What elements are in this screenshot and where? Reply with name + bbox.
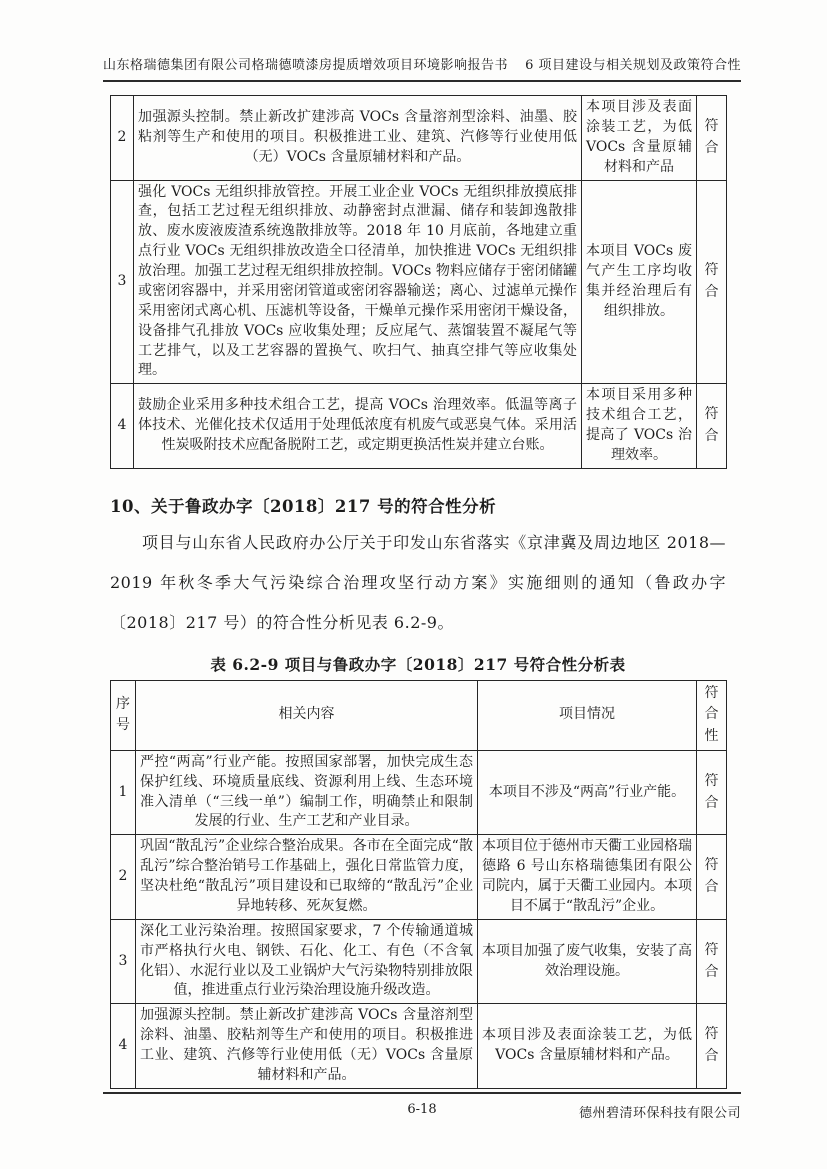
row-number-cell: 3 bbox=[111, 919, 136, 1004]
row-number-cell: 1 bbox=[111, 750, 136, 835]
policy-content-cell: 加强源头控制。禁止新改扩建涉高 VOCs 含量溶剂型涂料、油墨、胶粘剂等生产和使用的项目。积极推进工业、建筑、汽修等行业使用低（无）VOCs 含量原辅材料和产品。 bbox=[134, 96, 582, 181]
policy-content-cell: 巩固“散乱污”企业综合整治成果。各市在全面完成“散乱污”综合整治销号工作基础上，强化日常监管力度，坚决杜绝“散乱污”项目建设和已取缔的“散乱污”企业异地转移、死灰复燃。 bbox=[136, 835, 478, 920]
project-status-cell: 本项目涉及表面涂装工艺，为低 VOCs 含量原辅材料和产品。 bbox=[478, 1004, 697, 1089]
page-number: 6-18 bbox=[407, 1102, 437, 1117]
project-status-cell: 本项目 VOCs 废气产生工序均收集并经治理后有组织排放。 bbox=[582, 180, 697, 384]
policy-content-cell: 严控“两高”行业产能。按照国家部署，加快完成生态保护红线、环境质量底线、资源利用上线、生态环境准入清单（“三线一单”）编制工作，明确禁止和限制发展的行业、生产工艺和产业目录。 bbox=[136, 750, 478, 835]
column-header-result: 符合性 bbox=[697, 680, 727, 750]
footer-company-name: 德州碧清环保科技有限公司 bbox=[578, 1106, 741, 1121]
project-status-cell: 本项目位于德州市天衢工业园格瑞德路 6 号山东格瑞德集团有限公司院内，属于天衢工业园内。本项目不属于“散乱污”企业。 bbox=[478, 835, 697, 920]
compliance-cell: 符合 bbox=[697, 384, 727, 469]
page-header bbox=[103, 54, 741, 82]
row-number-cell: 2 bbox=[111, 96, 134, 181]
project-status-cell: 本项目不涉及“两高”行业产能。 bbox=[478, 750, 697, 835]
compliance-cell: 符合 bbox=[697, 180, 727, 384]
row-number-cell: 4 bbox=[111, 384, 134, 469]
header-report-title: 山东格瑞德集团有限公司格瑞德喷漆房提质增效项目环境影响报告书 bbox=[103, 58, 509, 73]
page-footer bbox=[103, 1092, 741, 1124]
header-chapter-title: 6 项目建设与相关规划及政策符合性 bbox=[525, 58, 741, 73]
table-row bbox=[111, 96, 727, 181]
table-row bbox=[111, 1004, 727, 1089]
luzhengbanzi-217-compliance-table bbox=[110, 680, 727, 1089]
page-content bbox=[110, 95, 726, 1089]
policy-content-cell: 强化 VOCs 无组织排放管控。开展工业企业 VOCs 无组织排放摸底排查，包括工艺过程无组织排放、动静密封点泄漏、储存和装卸逸散排放、废水废液废渣系统逸散排放等。2018 年 10 月底前，各地建立重点行业 VOCs 无组织排放改造全口径清单，加快推进 VOCs 无组织排放治理。加强工艺过程无组织排放控制。VOCs 物料应储存于密闭储罐或密闭容器中，并采用密闭管道或密闭容器输送；离心、过滤单元操作采用密闭式离心机、压滤机等设备，干燥单元操作采用密闭干燥设备，设备排气孔排放 VOCs 应收集处理；反应尾气、蒸馏装置不凝尾气等工艺排气，以及工艺容器的置换气、吹扫气、抽真空排气等应收集处理。 bbox=[134, 180, 582, 384]
compliance-cell: 符合 bbox=[697, 96, 727, 181]
table-row bbox=[111, 919, 727, 1004]
row-number-cell: 4 bbox=[111, 1004, 136, 1089]
table-header-row bbox=[111, 680, 727, 750]
row-number-cell: 3 bbox=[111, 180, 134, 384]
column-header-no: 序号 bbox=[111, 680, 136, 750]
policy-content-cell: 加强源头控制。禁止新改扩建涉高 VOCs 含量溶剂型涂料、油墨、胶粘剂等生产和使用的项目。积极推进工业、建筑、汽修等行业使用低（无）VOCs 含量原辅材料和产品。 bbox=[136, 1004, 478, 1089]
table-row bbox=[111, 384, 727, 469]
compliance-cell: 符合 bbox=[697, 1004, 727, 1089]
project-status-cell: 本项目加强了废气收集，安装了高效治理设施。 bbox=[478, 919, 697, 1004]
table-caption: 表 6.2-9 项目与鲁政办字〔2018〕217 号符合性分析表 bbox=[210, 654, 626, 674]
row-number-cell: 2 bbox=[111, 835, 136, 920]
compliance-cell: 符合 bbox=[697, 750, 727, 835]
section-heading: 10、关于鲁政办字〔2018〕217 号的符合性分析 bbox=[110, 496, 497, 516]
project-status-cell: 本项目采用多种技术组合工艺，提高了 VOCs 治理效率。 bbox=[582, 384, 697, 469]
column-header-content: 相关内容 bbox=[136, 680, 478, 750]
body-paragraph: 项目与山东省人民政府办公厅关于印发山东省落实《京津冀及周边地区 2018—2019 年秋冬季大气污染综合治理攻坚行动方案》实施细则的通知（鲁政办字〔2018〕217 号）的符合性分析见表 6.2-9。 bbox=[110, 532, 726, 632]
table-row bbox=[111, 180, 727, 384]
project-status-cell: 本项目涉及表面涂装工艺，为低 VOCs 含量原辅材料和产品 bbox=[582, 96, 697, 181]
column-header-project: 项目情况 bbox=[478, 680, 697, 750]
compliance-cell: 符合 bbox=[697, 919, 727, 1004]
policy-content-cell: 鼓励企业采用多种技术组合工艺，提高 VOCs 治理效率。低温等离子体技术、光催化技术仅适用于处理低浓度有机废气或恶臭气体。采用活性炭吸附技术应配备脱附工艺，或定期更换活性炭并建立台账。 bbox=[134, 384, 582, 469]
compliance-cell: 符合 bbox=[697, 835, 727, 920]
table-row bbox=[111, 750, 727, 835]
table-row bbox=[111, 835, 727, 920]
policy-content-cell: 深化工业污染治理。按照国家要求，7 个传输通道城市严格执行火电、钢铁、石化、化工、有色（不含氧化铝）、水泥行业以及工业锅炉大气污染物特别排放限值，推进重点行业污染治理设施升级改造。 bbox=[136, 919, 478, 1004]
vocs-policy-compliance-table bbox=[110, 95, 727, 469]
